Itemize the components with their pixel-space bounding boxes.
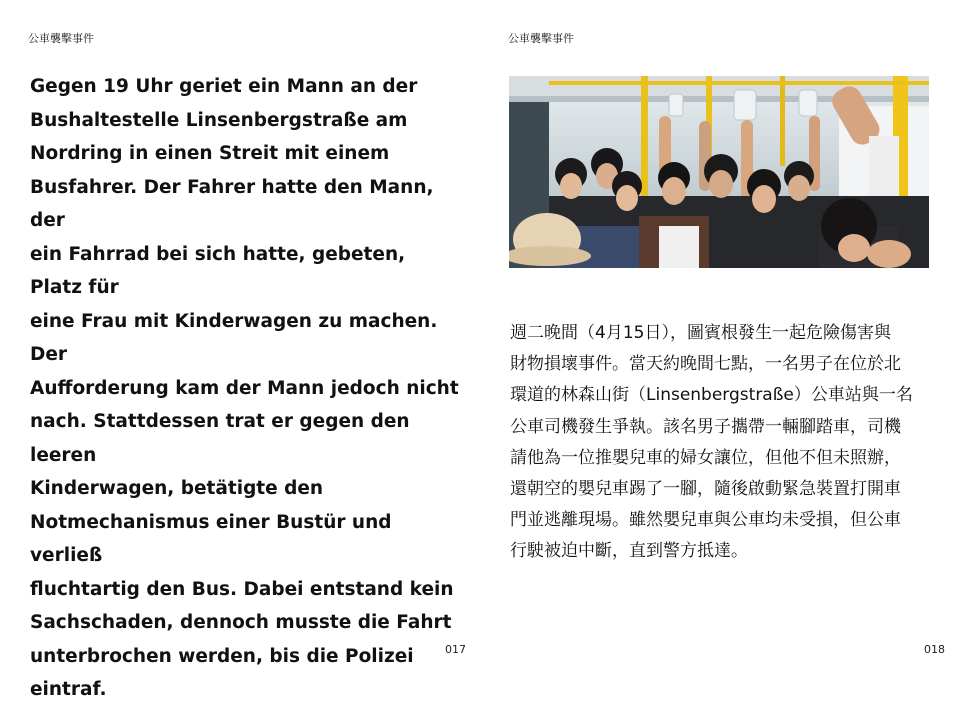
running-head: 公車襲擊事件 bbox=[508, 32, 574, 45]
right-page bbox=[480, 0, 960, 678]
page-number: 018 bbox=[924, 643, 945, 656]
german-body-text: Gegen 19 Uhr geriet ein Mann an der Bushaltestelle Linsenbergstraße am Nordring in einen Streit mit einem Busfahrer. Der Fahrer hatte den Mann, der ein Fahrrad bei sich hatte, gebeten, Platz für eine Frau mit Kinderwagen zu machen. Der Aufforderung kam der Mann jedoch nicht nach. Stattdessen trat er gegen den leeren Kinderwagen, betätigte den Notmechanismus einer Bustür und verließ fluchtartig den Bus. Dabei entstand kein Sachschaden, dennoch musste die Fahrt unterbrochen werden, bis die Polizei eintraf. bbox=[30, 76, 459, 700]
page-number: 017 bbox=[445, 643, 466, 656]
bus-passengers-photo bbox=[509, 76, 929, 268]
left-page bbox=[0, 0, 480, 700]
chinese-body-text: 週二晚間（4月15日），圖賓根發生一起危險傷害與 財物損壞事件。當天約晚間七點，一名男子在位於北 環道的林森山街（Linsenbergstraße）公車站與一名 公車司機發生爭執。該名男子攜帶一輛腳踏車，司機 請他為一位推嬰兒車的婦女讓位，但他不但未照辦， 還朝空的嬰兒車踢了一腳，隨後啟動緊急裝置打開車 門並逃離現場。雖然嬰兒車與公車均未受損，但公車 行駛被迫中斷，直到警方抵達。 bbox=[510, 323, 913, 562]
running-head: 公車襲擊事件 bbox=[28, 32, 94, 45]
